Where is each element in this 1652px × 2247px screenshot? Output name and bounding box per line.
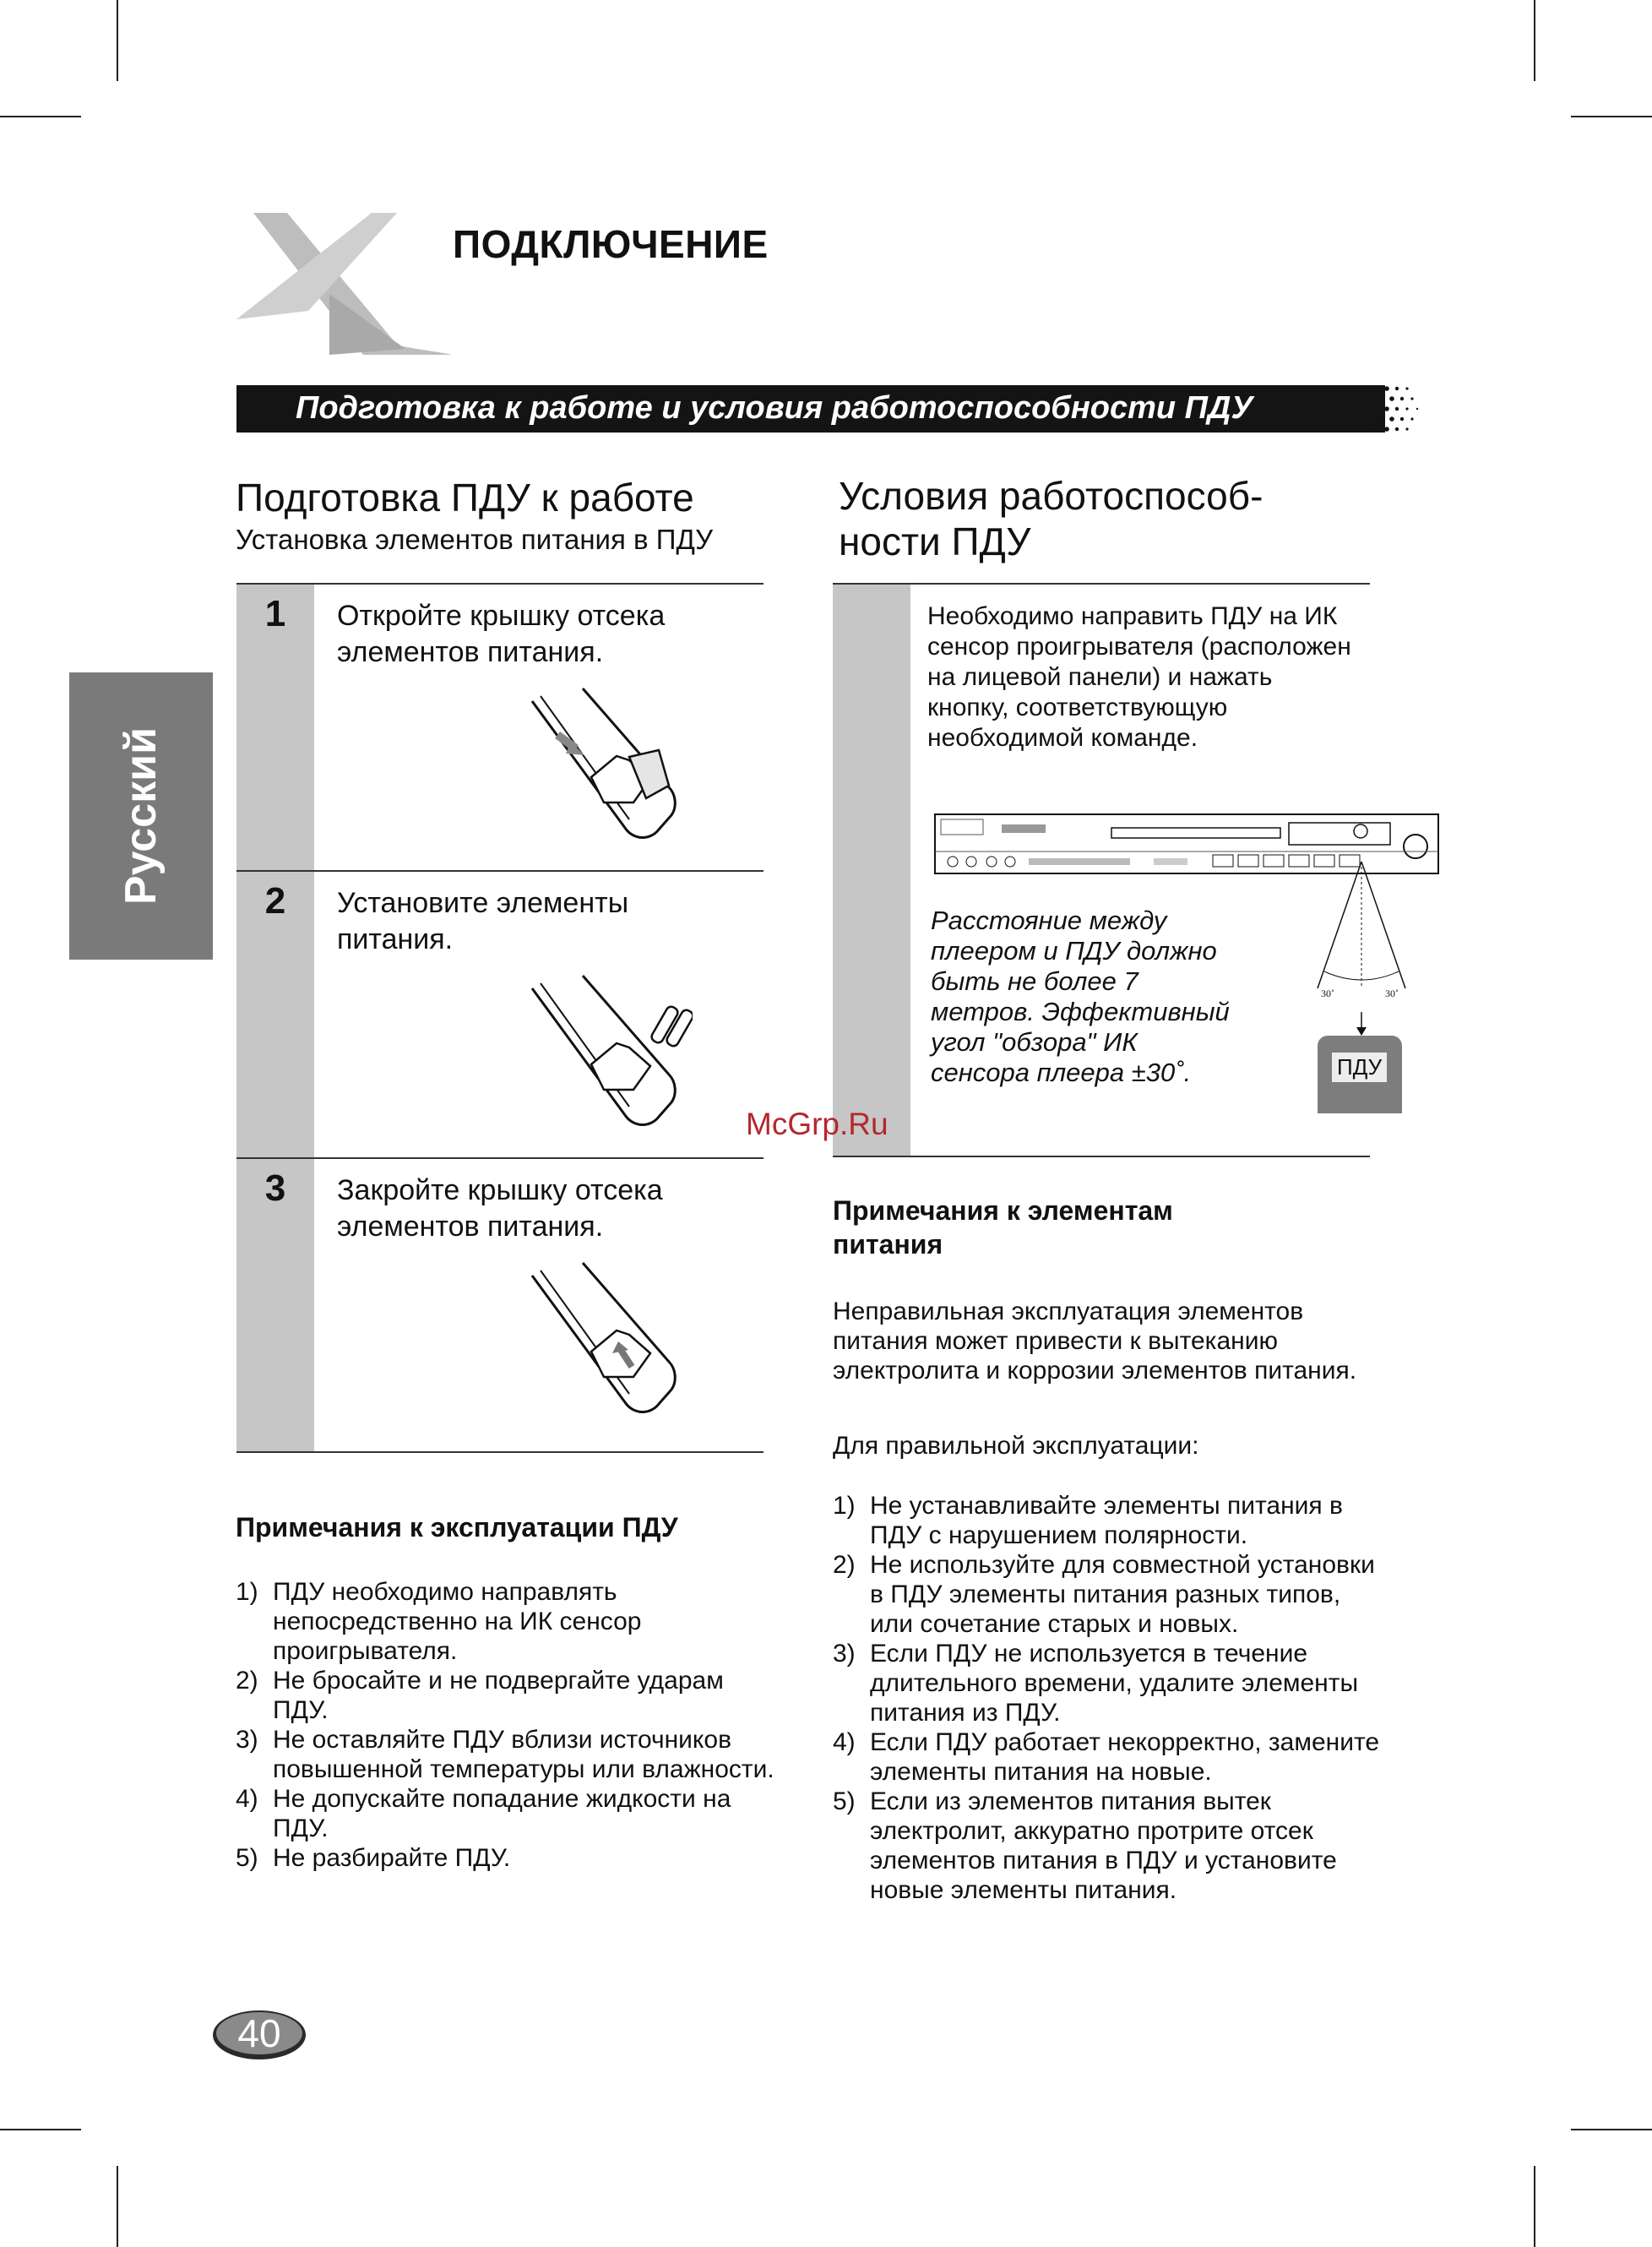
angle-right-label: 30˚ [1385, 987, 1399, 999]
divider [236, 870, 764, 872]
step-number: 3 [264, 1167, 286, 1209]
remote-notes-list [236, 1577, 776, 1873]
crop-mark [117, 2166, 118, 2247]
divider [236, 583, 764, 585]
battery-warning-text: Неправильная эксплуатация элементов питания может привести к вытеканию электролита и коррозии элементов питания. [833, 1298, 1357, 1385]
list-item: 2) Не бросайте и не подвергайте ударам ПДУ. [236, 1667, 724, 1724]
brand-logo-icon [228, 201, 465, 362]
battery-notes-list [833, 1491, 1390, 1905]
battery-setup-subheading: Установка элементов питания в ПДУ [236, 524, 714, 555]
list-item: 5) Не разбирайте ПДУ. [236, 1844, 511, 1872]
step-number: 2 [264, 880, 286, 922]
conditions-heading: Условия работоспособ-ности ПДУ [839, 474, 1263, 563]
remote-open-cover-icon [524, 684, 693, 853]
steps-number-column [236, 583, 314, 1453]
distance-text: Расстояние между плеером и ПДУ должно быть не более 7 метров. Эффективный угол "обзора" ИК сенсора плеера ±30˚. [931, 906, 1230, 1087]
list-item: 3) Не оставляйте ПДУ вблизи источников повышенной температуры или влажности. [236, 1726, 774, 1783]
language-tab [69, 672, 213, 960]
watermark: McGrp.Ru [746, 1107, 888, 1141]
list-item: 2) Не используйте для совместной установки в ПДУ элементы питания разных типов, или сочетание старых и новых. [833, 1551, 1375, 1638]
divider [236, 1157, 764, 1159]
divider [236, 1451, 764, 1453]
list-item: 4) Если ПДУ работает некорректно, замените элементы питания на новые. [833, 1728, 1380, 1786]
battery-setup-heading: Подготовка ПДУ к работе [236, 476, 694, 520]
list-item: 5) Если из элементов питания вытек электролит, аккуратно протрите отсек элементов питания в ПДУ и установите новые элементы питания. [833, 1787, 1337, 1904]
crop-mark [0, 2129, 81, 2130]
crop-mark [1571, 116, 1652, 117]
correct-use-text: Для правильной эксплуатации: [833, 1432, 1199, 1460]
divider [833, 583, 1370, 585]
page-title: ПОДКЛЮЧЕНИЕ [453, 222, 769, 266]
crop-mark [117, 0, 118, 81]
page-number: 40 [237, 2011, 281, 2055]
step-text: Откройте крышку отсека элементов питания. [337, 600, 666, 668]
list-item: 1) Не устанавливайте элементы питания в ПДУ с нарушением полярности. [833, 1492, 1343, 1549]
halftone-dots-icon [1351, 382, 1427, 436]
remote-insert-batteries-icon [524, 971, 693, 1140]
step-text: Установите элементы питания. [337, 887, 629, 955]
list-item: 3) Если ПДУ не используется в течение длительного времени, удалите элементы питания из ПДУ. [833, 1640, 1359, 1727]
remote-label: ПДУ [1332, 1053, 1387, 1082]
remote-notes-title: Примечания к эксплуатации ПДУ [236, 1512, 678, 1542]
step-text: Закройте крышку отсека элементов питания. [337, 1174, 663, 1243]
crop-mark [1571, 2129, 1652, 2130]
step-number: 1 [264, 593, 286, 634]
list-item: 4) Не допускайте попадание жидкости на ПДУ. [236, 1785, 731, 1842]
divider [833, 1156, 1370, 1157]
section-banner-title: Подготовка к работе и условия работоспособности ПДУ [296, 390, 1253, 426]
conditions-side-bar [833, 583, 910, 1157]
conditions-text: Необходимо направить ПДУ на ИК сенсор проигрывателя (расположен на лицевой панели) и нажать кнопку, соответствующую необходимой команде. [927, 602, 1351, 752]
remote-close-cover-icon [524, 1259, 693, 1428]
list-item: 1) ПДУ необходимо направлять непосредственно на ИК сенсор проигрывателя. [236, 1578, 642, 1665]
section-banner [236, 385, 1385, 433]
crop-mark [1534, 2166, 1535, 2247]
battery-notes-title: Примечания к элементам питания [833, 1195, 1173, 1260]
language-tab-label: Русский [117, 726, 166, 906]
crop-mark [0, 116, 81, 117]
crop-mark [1534, 0, 1535, 81]
angle-left-label: 30˚ [1321, 987, 1334, 999]
steps-table [236, 583, 764, 1453]
